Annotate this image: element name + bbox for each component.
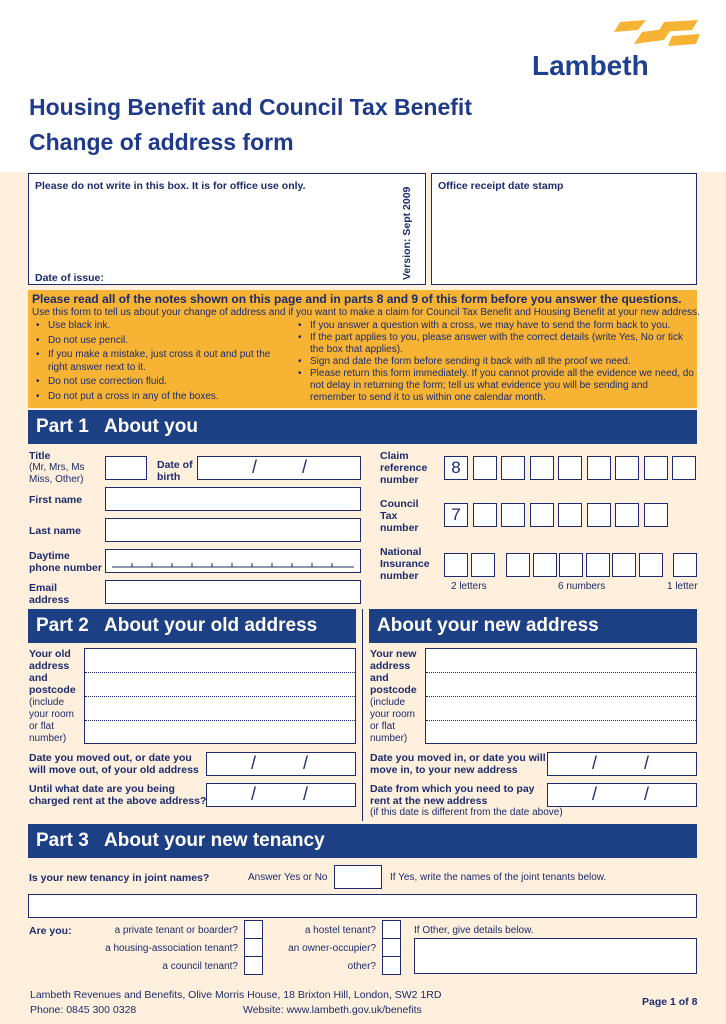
- old-address-label: Your old address and postcode: [29, 648, 76, 696]
- charged-until-label: Until what date are you being charged rent at the above address?: [29, 783, 207, 807]
- if-yes-label: If Yes, write the names of the joint tenants below.: [390, 872, 607, 883]
- office-receipt-label: Office receipt date stamp: [438, 180, 564, 192]
- old-address-field[interactable]: [84, 648, 356, 744]
- part3-heading: [28, 824, 697, 858]
- if-other-label: If Other, give details below.: [414, 925, 534, 936]
- email-field[interactable]: [105, 580, 361, 604]
- new-address-field[interactable]: [425, 648, 697, 744]
- council-tax-prefix: 7: [444, 503, 468, 527]
- dob-field[interactable]: / /: [197, 456, 361, 480]
- first-name-label: First name: [29, 494, 83, 506]
- title-label: Title: [29, 450, 51, 462]
- moved-out-label: Date you moved out, or date you will move out, of your old address: [29, 752, 199, 776]
- opt-council-tenant-checkbox[interactable]: [244, 956, 263, 975]
- list-item: • If you answer a question with a cross, we may have to send the form back to you.: [294, 320, 694, 332]
- list-item: • Please return this form immediately. If you cannot provide all the evidence we need, do not delay in returning the form; tell us what evidence you will be sending and remember to send it to us within one calendar month.: [294, 368, 694, 404]
- new-address-heading: [369, 609, 697, 643]
- new-address-hint: (include your room or flat number): [370, 697, 416, 744]
- instructions-heading: Please read all of the notes shown on this page and in parts 8 and 9 of this form before you answer the questions.: [32, 292, 682, 306]
- part1-title: About you: [104, 416, 198, 437]
- ni-number-box[interactable]: [639, 553, 663, 577]
- charged-until-date-field[interactable]: / /: [206, 783, 356, 807]
- ni-letter-box[interactable]: [673, 553, 697, 577]
- claim-ref-digit[interactable]: [615, 456, 639, 480]
- part3-number: Part 3: [36, 830, 89, 851]
- rent-from-label: Date from which you need to pay rent at the new address: [370, 783, 535, 807]
- date-of-issue-label: Date of issue:: [35, 272, 104, 284]
- form-title-line1: Housing Benefit and Council Tax Benefit: [29, 94, 472, 120]
- opt-housing-association-checkbox[interactable]: [244, 938, 263, 957]
- column-divider: [362, 609, 363, 821]
- ni-number-box[interactable]: [506, 553, 530, 577]
- first-name-field[interactable]: [105, 487, 361, 511]
- council-tax-digit[interactable]: [501, 503, 525, 527]
- ni-number-box[interactable]: [612, 553, 636, 577]
- joint-tenants-names-field[interactable]: [28, 894, 697, 918]
- opt-owner-occupier-label: an owner-occupier?: [288, 943, 376, 954]
- phone-field[interactable]: [105, 549, 361, 573]
- opt-council-tenant-label: a council tenant?: [162, 961, 238, 972]
- dob-label: Date of birth: [157, 459, 193, 483]
- opt-hostel-tenant-checkbox[interactable]: [382, 920, 401, 939]
- list-item: • Sign and date the form before sending it back with all the proof we need.: [294, 356, 694, 368]
- opt-owner-occupier-checkbox[interactable]: [382, 938, 401, 957]
- opt-other-label: other?: [347, 961, 376, 972]
- claim-ref-digit[interactable]: [473, 456, 497, 480]
- ni-number-box[interactable]: [559, 553, 583, 577]
- rent-from-date-field[interactable]: / /: [547, 783, 697, 807]
- ni-letter-box[interactable]: [471, 553, 495, 577]
- list-item: • Use black ink.: [32, 320, 288, 333]
- joint-names-question: Is your new tenancy in joint names?: [29, 872, 210, 884]
- ni-hint-letters: 2 letters: [451, 581, 487, 592]
- moved-out-date-field[interactable]: / /: [206, 752, 356, 776]
- title-hint: (Mr, Mrs, Ms Miss, Other): [29, 462, 85, 485]
- claim-ref-digit[interactable]: [501, 456, 525, 480]
- form-title-line2: Change of address form: [29, 129, 294, 155]
- instructions-subheading: Use this form to tell us about your change of address and if you want to make a claim for Council Tax Benefit and Housing Benefit at your new address.: [32, 307, 700, 318]
- rent-from-hint: (if this date is different from the date above): [370, 807, 563, 818]
- header: [0, 0, 726, 172]
- instructions-panel: [28, 290, 700, 408]
- ni-number-box[interactable]: [586, 553, 610, 577]
- opt-private-tenant-checkbox[interactable]: [244, 920, 263, 939]
- instructions-left-list: [32, 320, 288, 405]
- answer-yes-no-label: Answer Yes or No: [248, 872, 328, 883]
- ni-hint-letter: 1 letter: [667, 581, 698, 592]
- claim-ref-prefix: 8: [444, 456, 468, 480]
- claim-ref-label: Claim reference number: [380, 450, 428, 486]
- part3-title: About your new tenancy: [104, 830, 325, 851]
- claim-ref-digit[interactable]: [558, 456, 582, 480]
- council-tax-label: Council Tax number: [380, 498, 419, 534]
- ni-label: National Insurance number: [380, 546, 430, 582]
- new-address-label: Your new address and postcode: [370, 648, 417, 696]
- council-tax-digit[interactable]: [587, 503, 611, 527]
- phone-ticks: [106, 550, 360, 572]
- title-field[interactable]: [105, 456, 147, 480]
- joint-names-answer-field[interactable]: [334, 865, 382, 889]
- claim-ref-digit[interactable]: [644, 456, 668, 480]
- opt-other-checkbox[interactable]: [382, 956, 401, 975]
- moved-in-label: Date you moved in, or date you will move in, to your new address: [370, 752, 546, 776]
- are-you-label: Are you:: [29, 925, 72, 937]
- claim-ref-digit[interactable]: [672, 456, 696, 480]
- ni-number-box[interactable]: [533, 553, 557, 577]
- part1-heading: [28, 410, 697, 444]
- other-details-field[interactable]: [414, 938, 697, 974]
- last-name-field[interactable]: [105, 518, 361, 542]
- part1-number: Part 1: [36, 416, 89, 437]
- council-tax-digit[interactable]: [615, 503, 639, 527]
- version-label: Version: Sept 2009: [401, 186, 413, 280]
- lambeth-logo: Lambeth: [532, 50, 649, 81]
- footer-website[interactable]: Website: www.lambeth.gov.uk/benefits: [243, 1004, 422, 1016]
- old-address-hint: (include your room or flat number): [29, 697, 75, 744]
- council-tax-digit[interactable]: [530, 503, 554, 527]
- claim-ref-digit[interactable]: [530, 456, 554, 480]
- page-number: Page 1 of 8: [642, 996, 698, 1008]
- office-no-write-label: Please do not write in this box. It is for office use only.: [35, 180, 306, 192]
- list-item: • If you make a mistake, just cross it out and put the right answer next to it.: [32, 349, 288, 374]
- council-tax-digit[interactable]: [473, 503, 497, 527]
- part2-heading: [28, 609, 356, 643]
- part2-title: About your old address: [104, 615, 318, 636]
- opt-housing-association-label: a housing-association tenant?: [105, 943, 238, 954]
- ni-letter-box[interactable]: [444, 553, 468, 577]
- claim-ref-digit[interactable]: [587, 456, 611, 480]
- part2-number: Part 2: [36, 615, 89, 636]
- list-item: • Do not use pencil.: [32, 335, 288, 348]
- footer-phone: Phone: 0845 300 0328: [30, 1004, 137, 1016]
- council-tax-digit[interactable]: [558, 503, 582, 527]
- opt-hostel-tenant-label: a hostel tenant?: [304, 925, 376, 936]
- moved-in-date-field[interactable]: / /: [547, 752, 697, 776]
- last-name-label: Last name: [29, 525, 81, 537]
- email-label: Email address: [29, 582, 70, 606]
- opt-private-tenant-label: a private tenant or boarder?: [114, 925, 238, 936]
- footer-address: Lambeth Revenues and Benefits, Olive Morris House, 18 Brixton Hill, London, SW2 1RD: [30, 989, 442, 1001]
- council-tax-digit[interactable]: [644, 503, 668, 527]
- instructions-right-list: [294, 320, 694, 404]
- list-item: • Do not put a cross in any of the boxes.: [32, 391, 288, 404]
- office-receipt-box: [431, 173, 697, 285]
- ni-hint-numbers: 6 numbers: [558, 581, 606, 592]
- new-address-title: About your new address: [377, 615, 599, 636]
- office-use-box: [28, 173, 426, 285]
- list-item: • If the part applies to you, please answer with the correct details (write Yes, No or tick the box that applies).: [294, 332, 694, 356]
- list-item: • Do not use correction fluid.: [32, 376, 288, 389]
- phone-label: Daytime phone number: [29, 550, 102, 574]
- lambeth-logo-mark-icon: [612, 18, 702, 50]
